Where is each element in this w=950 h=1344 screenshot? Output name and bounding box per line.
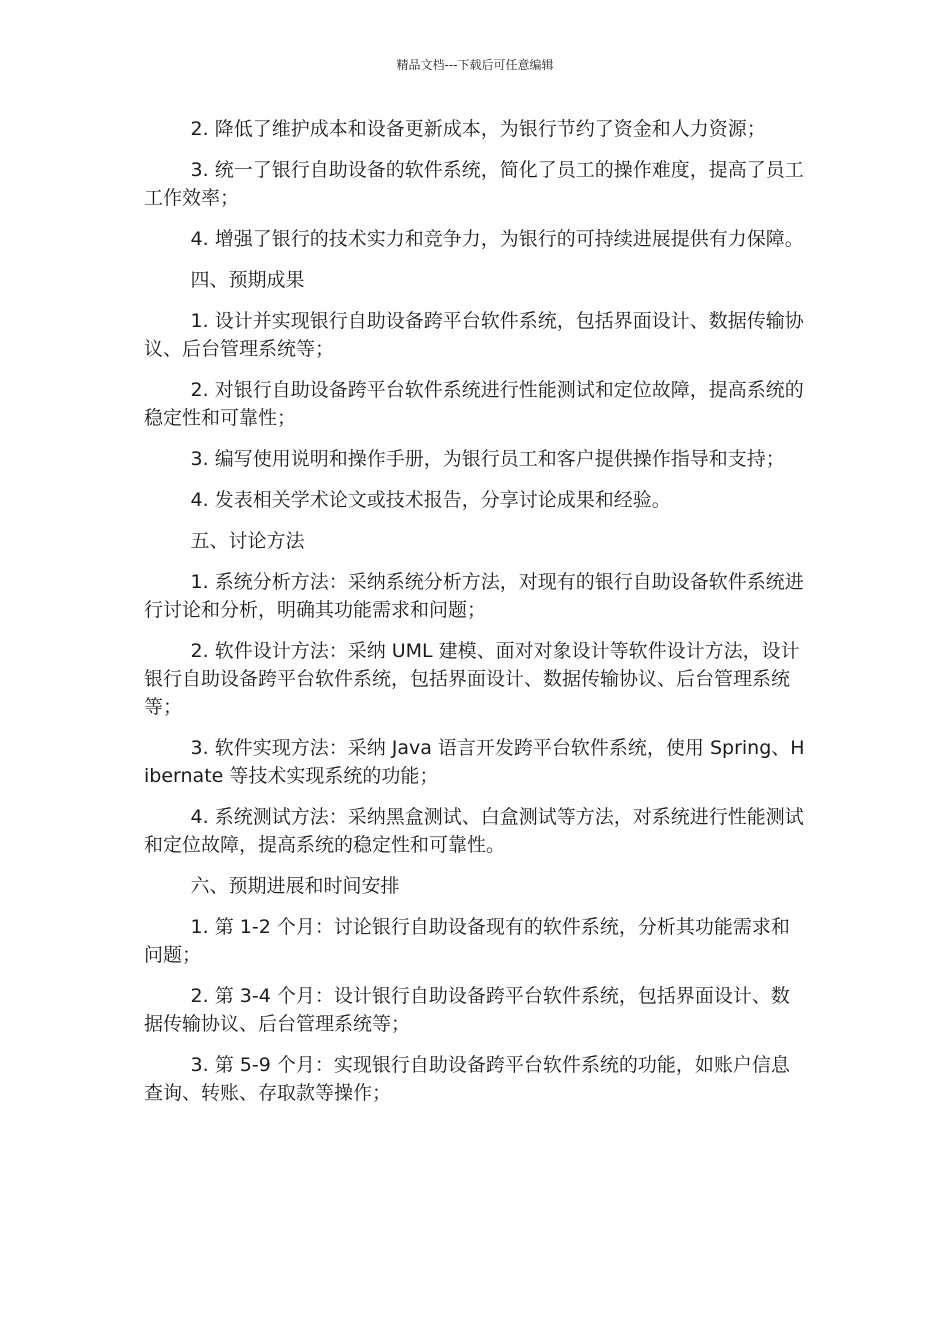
paragraph-result-3: 3. 编写使用说明和操作手册，为银行员工和客户提供操作指导和支持；	[190, 448, 785, 470]
section-heading-expected-results: 四、预期成果	[190, 269, 305, 291]
paragraph-method-1: 1. 系统分析方法：采纳系统分析方法，对现有的银行自助设备软件系统进行讨论和分析，明确其功能需求和问题；	[144, 571, 804, 621]
paragraph-schedule-2: 2. 第 3-4 个月：设计银行自助设备跨平台软件系统，包括界面设计、数据传输协议、后台管理系统等；	[144, 985, 790, 1035]
paragraph-benefit-4: 4. 增强了银行的技术实力和竞争力，为银行的可持续进展提供有力保障。	[190, 228, 804, 250]
paragraph-result-4: 4. 发表相关学术论文或技术报告，分享讨论成果和经验。	[190, 489, 671, 511]
paragraph-benefit-3: 3. 统一了银行自助设备的软件系统，简化了员工的操作难度，提高了员工工作效率；	[144, 159, 804, 209]
section-heading-methods: 五、讨论方法	[190, 530, 305, 552]
paragraph-schedule-1: 1. 第 1-2 个月：讨论银行自助设备现有的软件系统，分析其功能需求和问题；	[144, 916, 790, 966]
paragraph-method-3: 3. 软件实现方法：采纳 Java 语言开发跨平台软件系统，使用 Spring、Hibernate 等技术实现系统的功能；	[144, 737, 805, 787]
paragraph-benefit-2: 2. 降低了维护成本和设备更新成本，为银行节约了资金和人力资源；	[190, 118, 766, 140]
section-heading-schedule: 六、预期进展和时间安排	[190, 875, 400, 897]
paragraph-method-2: 2. 软件设计方法：采纳 UML 建模、面对对象设计等软件设计方法，设计银行自助设备跨平台软件系统，包括界面设计、数据传输协议、后台管理系统等；	[144, 640, 800, 718]
paragraph-schedule-3: 3. 第 5-9 个月：实现银行自助设备跨平台软件系统的功能，如账户信息查询、转账、存取款等操作；	[144, 1054, 790, 1104]
paragraph-result-2: 2. 对银行自助设备跨平台软件系统进行性能测试和定位故障，提高系统的稳定性和可靠性；	[144, 379, 804, 429]
document-body	[144, 115, 808, 1120]
page-header: 精品文档---下载后可任意编辑	[396, 58, 554, 72]
paragraph-method-4: 4. 系统测试方法：采纳黑盒测试、白盒测试等方法，对系统进行性能测试和定位故障，提高系统的稳定性和可靠性。	[144, 806, 804, 856]
paragraph-result-1: 1. 设计并实现银行自助设备跨平台软件系统，包括界面设计、数据传输协议、后台管理系统等；	[144, 310, 804, 360]
